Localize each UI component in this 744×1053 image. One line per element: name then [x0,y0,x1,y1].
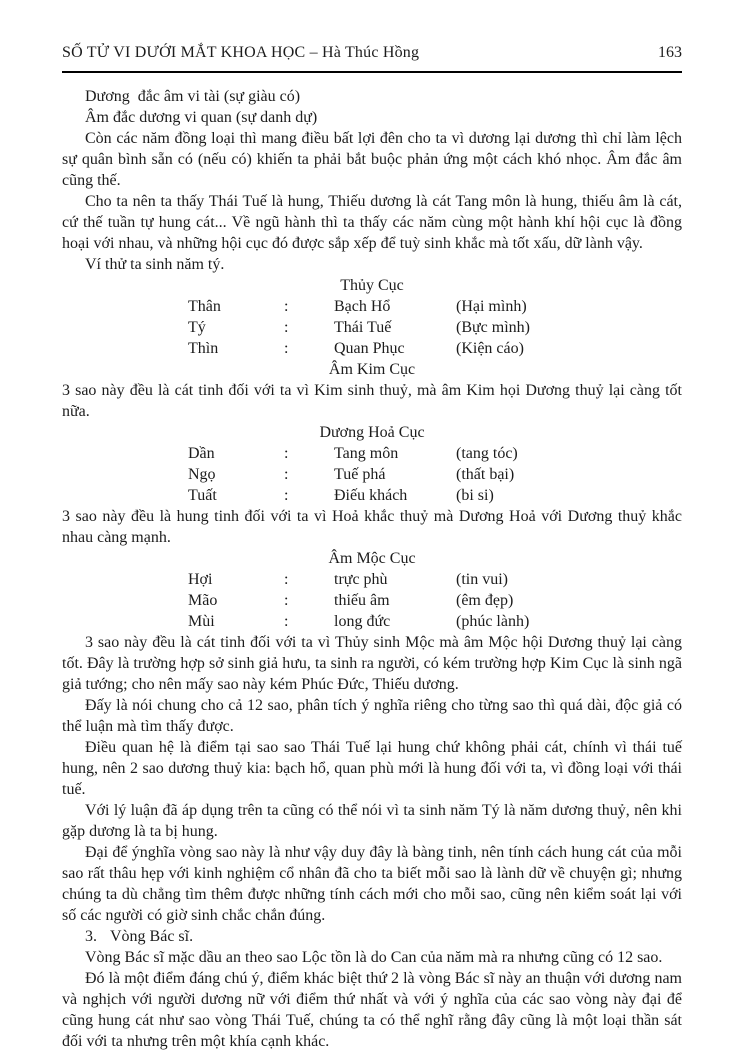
section-heading: Dương Hoả Cục [319,424,425,441]
meaning-cell: (Kiện cáo) [456,340,524,357]
star-table [62,569,682,632]
star-name-cell: long đức [334,613,391,630]
star-table [62,296,682,359]
paragraph: Đó là một điểm đáng chú ý, điểm khác biệt thứ 2 là vòng Bác sĩ này an thuận với dương nam và nghịch với người dương nữ với điểm thứ nhất và với ý nghĩa của các sao vòng này đại để cũng hung cát như sao vòng Thái Tuế, chúng ta có thể nghĩ rằng đây cũng là một loại thần sát đối với ta nhưng trên một khía cạnh khác. [62,970,682,1050]
branch-cell: Tuất [188,487,217,504]
star-name-cell: Tuế phá [334,466,386,483]
colon-cell: : [284,298,289,315]
colon-cell: : [284,340,289,357]
colon-cell: : [284,487,289,504]
text-line: Ví thử ta sinh năm tý. [85,256,225,273]
meaning-cell: (tang tóc) [456,445,518,462]
colon-cell: : [284,466,289,483]
branch-cell: Hợi [188,571,213,588]
table-row [188,485,682,506]
text-line: Dương đắc âm vi tài (sự giàu có) [85,88,301,105]
page-number: 163 [658,44,682,61]
colon-cell: : [284,319,289,336]
section-heading: Âm Kim Cục [328,361,416,378]
paragraph: Vòng Bác sĩ mặc dầu an theo sao Lộc tồn là do Can của năm mà ra nhưng cũng có 12 sao. [85,949,663,966]
branch-cell: Ngọ [188,466,216,483]
branch-cell: Mão [188,592,218,609]
meaning-cell: (bi si) [456,487,494,504]
paragraph: Đại để ýnghĩa vòng sao này là như vậy duy đây là bàng tinh, nên tính cách hung cát của mỗi sao rất thâu hẹp với kinh nghiệm cổ nhân đã cho ta biết mỗi sao là lành dữ về chuyện gì; nhưng chúng ta dù chẳng tìm thêm được những tính cách mới cho mỗi sao, cũng nên kiểm soát lại với số các người có giờ sinh chắc chắn đúng. [62,844,682,924]
colon-cell: : [284,571,289,588]
numbered-heading [62,926,682,947]
branch-cell: Mùi [188,613,215,630]
colon-cell: : [284,592,289,609]
meaning-cell: (phúc lành) [456,613,530,630]
heading-number: 3. [85,928,97,945]
text-line: Âm đắc dương vi quan (sự danh dự) [85,109,318,126]
meaning-cell: (tin vui) [456,571,508,588]
branch-cell: Tý [188,319,206,336]
table-row [188,296,682,317]
meaning-cell: (thất bại) [456,466,515,483]
star-name-cell: Thái Tuế [334,319,392,336]
table-row [188,464,682,485]
branch-cell: Thìn [188,340,219,357]
star-name-cell: Bạch Hổ [334,298,391,315]
colon-cell: : [284,445,289,462]
paragraph: Còn các năm đồng loại thì mang điều bất lợi đên cho ta vì dương lại dương thì chỉ làm lệch sự quân bình sẵn có (nếu có) khiến ta phải bắt buộc phản ứng một cách khó nhọc. Âm đắc âm cũng thế. [62,130,682,189]
section-heading: Âm Mộc Cục [328,550,416,567]
meaning-cell: (Bực mình) [456,319,530,336]
page-body [62,86,682,1052]
table-row [188,569,682,590]
table-row [188,443,682,464]
table-row [188,338,682,359]
star-name-cell: thiếu âm [334,592,390,609]
paragraph: Đấy là nói chung cho cả 12 sao, phân tích ý nghĩa riêng cho từng sao thì quá dài, độc giả có thể luận mà tìm thấy được. [62,697,682,735]
star-name-cell: trực phù [334,571,388,588]
paragraph: Điều quan hệ là điểm tại sao sao Thái Tuế lại hung chứ không phải cát, chính vì thái tuế hung, nên 2 sao dương thuỷ kia: bạch hổ, quan phù mới là hung đối với ta, vì đồng loại với thái tuế. [62,739,682,798]
page-header [62,42,682,73]
section-heading: Thủy Cục [340,277,404,294]
heading-text: Vòng Bác sĩ. [110,928,194,945]
paragraph: Với lý luận đã áp dụng trên ta cũng có thể nói vì ta sinh năm Tý là năm dương thuỷ, nên khi gặp dương là ta bị hung. [62,802,682,840]
branch-cell: Dần [188,445,215,462]
running-title: SỐ TỬ VI DƯỚI MẮT KHOA HỌC – Hà Thúc Hồng [62,44,420,61]
colon-cell: : [284,613,289,630]
table-row [188,590,682,611]
branch-cell: Thân [188,298,221,315]
table-row [188,611,682,632]
star-name-cell: Quan Phục [334,340,405,357]
paragraph: 3 sao này đều là hung tinh đối với ta vì Hoả khắc thuỷ mà Dương Hoả với Dương thuỷ khắc nhau càng mạnh. [62,508,682,546]
paragraph: 3 sao này đều là cát tinh đối với ta vì Thủy sinh Mộc mà âm Mộc hội Dương thuỷ lại càng tốt. Đây là trường hợp sở sinh giả hưu, ta sinh ra người, có kém trường hợp Kim Cục là sinh ngã giả tướng; cho nên mấy sao này kém Phúc Đức, Thiếu dương. [62,634,682,693]
meaning-cell: (êm đẹp) [456,592,514,609]
paragraph: 3 sao này đều là cát tinh đối với ta vì Kim sinh thuỷ, mà âm Kim họi Dương thuỷ lại càng tốt nữa. [62,382,682,420]
star-name-cell: Điếu khách [334,487,408,504]
meaning-cell: (Hại mình) [456,298,527,315]
table-row [188,317,682,338]
star-name-cell: Tang môn [334,445,399,462]
paragraph: Cho ta nên ta thấy Thái Tuế là hung, Thiếu dương là cát Tang môn là hung, thiếu âm là cát, cứ thế tuần tự hung cát... Về ngũ hành thì ta thấy các năm cùng một hành khí hội cục là đồng hoại với nhau, và những hội cục đó được sắp xếp để tuỳ sinh khắc mà tốt xấu, dữ lành vậy. [62,193,682,252]
star-table [62,443,682,506]
